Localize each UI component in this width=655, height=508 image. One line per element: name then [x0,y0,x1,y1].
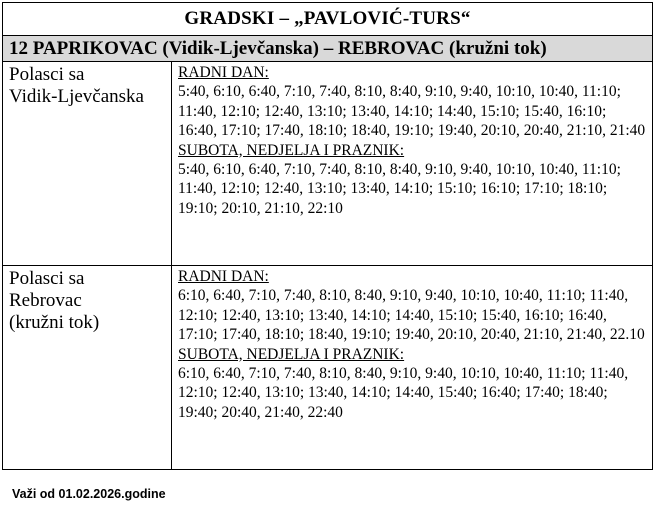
weekend-times: 6:10, 6:40, 7:10, 7:40, 8:10, 8:40, 9:10, 9:40, 10:10, 10:40, 11:10; 11:40, 12:10; 12:40, 13:10; 13:40, 14:10; 14:40, 15:40; 16:40; 17:40; 18:40; 19:40; 20:40, 21:40, 22:40 [178,365,629,421]
route-title: 12 PAPRIKOVAC (Vidik-Ljevčanska) – REBROVAC (kružni tok) [3,36,653,62]
weekday-times: 6:10, 6:40, 7:10, 7:40, 8:10, 8:40, 9:10, 9:40, 10:10, 10:40, 11:10; 11:40, 12:10; 12:40, 13:10; 13:40, 14:10; 14:40, 15:10; 15:40, 16:10; 16:40, 17:10; 17:40, 18:10; 18:40, 19:10; 19:40, 20:10, 20:40, 21:10, 21:40, 22.10 [178,287,645,344]
timetable [2,2,653,470]
origin-vidik [3,62,172,266]
section-vidik [3,62,653,266]
origin-line: Polasci sa [9,64,85,85]
weekday-label: RADNI DAN: [178,64,269,81]
weekday-times: 5:40, 6:10, 6:40, 7:10, 7:40, 8:10, 8:40, 9:10, 9:40, 10:10, 10:40, 11:10; 11:40, 12:10; 12:40, 13:10; 13:40, 14:10; 14:40, 15:10; 15:40, 16:10; 16:40, 17:10; 17:40, 18:10; 18:40, 19:10; 19:40, 20:10, 20:40, 21:10, 21:40 [178,83,646,140]
departures-rebrovac [172,266,653,470]
company-title: GRADSKI – „PAVLOVIĆ-TURS“ [3,3,653,36]
origin-line: (kružni tok) [9,312,100,333]
origin-line: Vidik-Ljevčanska [9,86,144,107]
validity-note: Važi od 01.02.2026.godine [12,487,166,501]
departures-vidik [172,62,653,266]
section-rebrovac [3,266,653,470]
weekend-label: SUBOTA, NEDJELJA I PRAZNIK: [178,345,405,363]
weekend-label: SUBOTA, NEDJELJA I PRAZNIK: [178,141,405,159]
weekday-label: RADNI DAN: [178,268,269,285]
origin-line: Rebrovac [9,290,82,311]
weekend-times: 5:40, 6:10, 6:40, 7:10, 7:40, 8:10, 8:40, 9:10, 9:40, 10:10, 10:40, 11:10; 11:40, 12:10; 12:40, 13:10; 13:40, 14:10; 15:10; 16:10; 17:10; 18:10; 19:10; 20:10, 21:10, 22:10 [178,161,621,217]
origin-line: Polasci sa [9,268,85,289]
origin-rebrovac [3,266,172,470]
